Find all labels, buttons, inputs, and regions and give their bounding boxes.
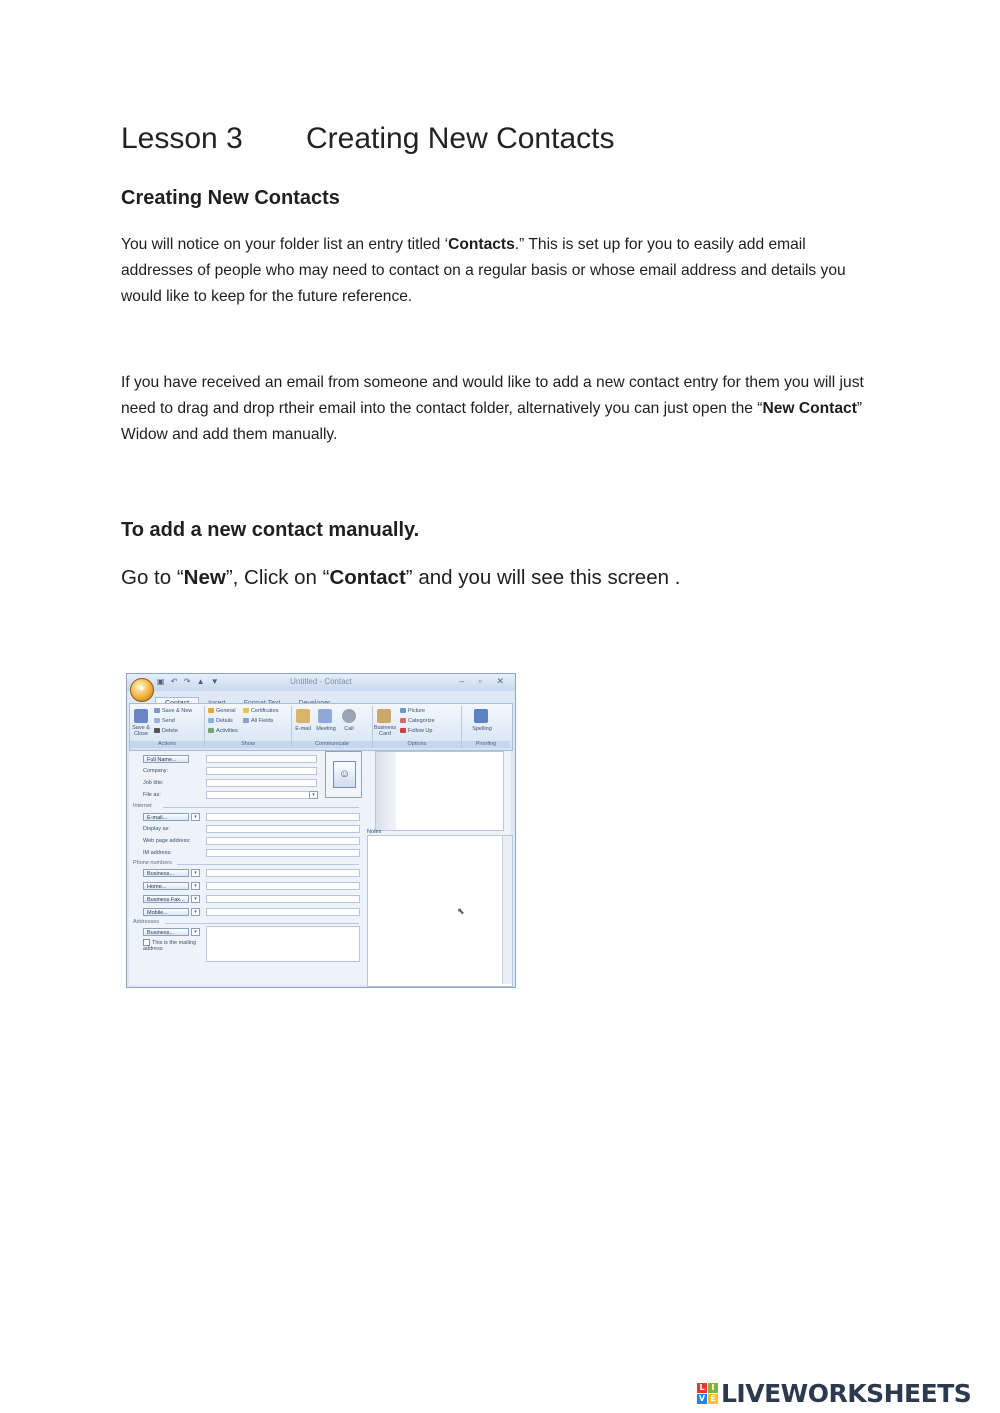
checkbox-icon[interactable] bbox=[143, 939, 150, 946]
section-heading-creating-contacts: Creating New Contacts bbox=[121, 187, 340, 209]
business-card-icon[interactable] bbox=[377, 709, 391, 723]
ribbon bbox=[129, 703, 513, 751]
group-options-label: Options bbox=[373, 741, 461, 748]
mobile-phone-input[interactable] bbox=[206, 908, 360, 916]
logo-letter-e: E bbox=[708, 1394, 718, 1404]
mobile-phone-dropdown-icon[interactable]: ▾ bbox=[191, 908, 200, 916]
im-address-label: IM address: bbox=[143, 850, 172, 856]
full-name-input[interactable] bbox=[206, 755, 317, 763]
email-label[interactable]: E-mail bbox=[295, 726, 311, 732]
business-card-label[interactable]: Business Card bbox=[373, 725, 397, 737]
window-title: Untitled - Contact bbox=[290, 677, 352, 686]
email-button[interactable]: E-mail... bbox=[143, 813, 189, 821]
instr-text-1: Go to “ bbox=[121, 566, 184, 589]
drag-text-2: ” Widow and add them manually. bbox=[121, 400, 863, 443]
group-actions bbox=[130, 706, 205, 748]
spelling-label[interactable]: Spelling bbox=[472, 726, 492, 732]
outlook-contact-screenshot bbox=[126, 673, 516, 988]
meeting-label[interactable]: Meeting bbox=[316, 726, 336, 732]
logo-letter-v: V bbox=[698, 1394, 706, 1403]
mouse-cursor-icon: ⬉ bbox=[457, 906, 465, 916]
page-title bbox=[121, 122, 614, 156]
certificates-icon bbox=[243, 708, 249, 713]
categorize-button[interactable]: Categorize bbox=[400, 718, 435, 725]
addresses-divider bbox=[165, 923, 359, 924]
file-as-dropdown-icon[interactable]: ▾ bbox=[309, 791, 318, 799]
save-close-label[interactable]: Save & Close bbox=[132, 725, 150, 737]
details-icon bbox=[208, 718, 214, 723]
logo-letter-l: L bbox=[697, 1383, 707, 1393]
group-proofing bbox=[462, 706, 510, 748]
group-options bbox=[373, 706, 462, 748]
drag-drop-paragraph bbox=[121, 370, 881, 448]
internet-section-label: Internet bbox=[133, 803, 152, 809]
drag-text-1: If you have received an email from someone and would like to add a new contact entry for them you will just need to drag and drop rtheir email into the contact folder, alternatively you can just open the “ bbox=[121, 374, 864, 417]
categorize-icon bbox=[400, 718, 406, 723]
all-fields-icon bbox=[243, 718, 249, 723]
liveworksheets-wordmark: LIVEWORKSHEETS bbox=[721, 1379, 972, 1408]
phone-section-label: Phone numbers bbox=[133, 860, 172, 866]
file-as-label: File as: bbox=[143, 792, 161, 798]
home-phone-input[interactable] bbox=[206, 882, 360, 890]
general-icon bbox=[208, 708, 214, 713]
spelling-icon[interactable] bbox=[474, 709, 488, 723]
delete-button[interactable]: Delete bbox=[154, 728, 178, 735]
send-button[interactable]: Send bbox=[154, 718, 175, 725]
group-communicate bbox=[292, 706, 373, 748]
instr-bold-contact: Contact bbox=[329, 566, 406, 589]
ribbon-tabs bbox=[155, 692, 339, 703]
display-as-label: Display as: bbox=[143, 826, 170, 832]
business-fax-input[interactable] bbox=[206, 895, 360, 903]
liveworksheets-logo-icon bbox=[697, 1383, 719, 1405]
mailing-address-checkbox[interactable]: This is the mailing address bbox=[143, 939, 197, 952]
notes-scrollbar[interactable] bbox=[502, 836, 512, 984]
job-title-label: Job title: bbox=[143, 780, 164, 786]
internet-divider bbox=[163, 807, 359, 808]
intro-text-1: You will notice on your folder list an entry titled ‘ bbox=[121, 236, 449, 253]
picture-button[interactable]: Picture bbox=[400, 708, 425, 715]
mobile-phone-button[interactable]: Mobile... bbox=[143, 908, 189, 916]
delete-icon bbox=[154, 728, 160, 733]
job-title-input[interactable] bbox=[206, 779, 317, 787]
contact-photo-icon: ☺ bbox=[333, 761, 356, 788]
email-dropdown-icon[interactable]: ▾ bbox=[191, 813, 200, 821]
follow-up-button[interactable]: Follow Up bbox=[400, 728, 432, 735]
business-card-preview[interactable] bbox=[375, 751, 504, 831]
im-address-input[interactable] bbox=[206, 849, 360, 857]
phone-icon[interactable] bbox=[342, 709, 356, 723]
display-as-input[interactable] bbox=[206, 825, 360, 833]
group-proofing-label: Proofing bbox=[462, 741, 510, 748]
logo-letter-i: I bbox=[708, 1383, 718, 1393]
drag-bold-new-contact: New Contact bbox=[762, 400, 857, 417]
home-phone-dropdown-icon[interactable]: ▾ bbox=[191, 882, 200, 890]
meeting-icon[interactable] bbox=[318, 709, 332, 723]
save-new-button[interactable]: Save & New bbox=[154, 708, 192, 715]
all-fields-button[interactable]: All Fields bbox=[243, 718, 273, 725]
group-communicate-label: Communicate bbox=[292, 741, 372, 748]
addresses-section-label: Addresses bbox=[133, 919, 159, 925]
full-name-button[interactable]: Full Name... bbox=[143, 755, 189, 763]
file-as-select[interactable] bbox=[206, 791, 317, 799]
office-button-icon[interactable]: ✦ bbox=[130, 678, 154, 702]
window-controls[interactable]: – ▫ ✕ bbox=[459, 676, 510, 686]
email-input[interactable] bbox=[206, 813, 360, 821]
intro-paragraph bbox=[121, 232, 881, 310]
instr-text-3: ” and you will see this screen . bbox=[405, 566, 681, 589]
business-fax-button[interactable]: Business Fax... bbox=[143, 895, 189, 903]
web-page-label: Web page address: bbox=[143, 838, 191, 844]
contact-form bbox=[129, 751, 511, 985]
web-page-input[interactable] bbox=[206, 837, 360, 845]
business-phone-input[interactable] bbox=[206, 869, 360, 877]
group-show-label: Show bbox=[205, 741, 291, 748]
group-show bbox=[205, 706, 292, 748]
activities-icon bbox=[208, 728, 214, 733]
general-button[interactable]: General bbox=[208, 708, 236, 715]
instr-bold-new: New bbox=[183, 566, 226, 589]
details-button[interactable]: Details bbox=[208, 718, 233, 725]
address-textarea[interactable] bbox=[206, 926, 360, 962]
flag-icon bbox=[400, 728, 406, 733]
address-business-button[interactable]: Business... bbox=[143, 928, 189, 936]
notes-textarea[interactable] bbox=[367, 835, 513, 987]
instruction-line bbox=[121, 566, 680, 590]
save-new-icon bbox=[154, 708, 160, 713]
phone-divider bbox=[177, 864, 359, 865]
home-phone-button[interactable]: Home... bbox=[143, 882, 189, 890]
company-input[interactable] bbox=[206, 767, 317, 775]
lesson-number: Lesson 3 bbox=[121, 122, 243, 155]
address-dropdown-icon[interactable]: ▾ bbox=[191, 928, 200, 936]
business-fax-dropdown-icon[interactable]: ▾ bbox=[191, 895, 200, 903]
activities-button[interactable]: Activities bbox=[208, 728, 238, 735]
notes-label: Notes bbox=[367, 829, 382, 835]
email-icon[interactable] bbox=[296, 709, 310, 723]
contact-photo[interactable] bbox=[325, 751, 362, 798]
business-card-strip bbox=[376, 752, 396, 830]
section-heading-add-manually: To add a new contact manually. bbox=[121, 519, 420, 541]
business-phone-button[interactable]: Business... bbox=[143, 869, 189, 877]
call-label[interactable]: Call bbox=[344, 726, 354, 732]
lesson-topic: Creating New Contacts bbox=[306, 122, 615, 155]
quick-access-toolbar[interactable]: ▣ ↶ ↷ ▲ ▼ bbox=[157, 677, 221, 686]
intro-bold-contacts: Contacts bbox=[448, 236, 515, 253]
certificates-button[interactable]: Certificates bbox=[243, 708, 279, 715]
window-titlebar bbox=[127, 674, 515, 695]
save-close-icon[interactable] bbox=[134, 709, 148, 723]
intro-text-2: .” This is set up for you to easily add email addresses of people who may need to contact on a regular basis or whose email address and details you would like to keep for the future reference. bbox=[121, 236, 846, 305]
send-icon bbox=[154, 718, 160, 723]
picture-icon bbox=[400, 708, 406, 713]
group-actions-label: Actions bbox=[130, 741, 204, 748]
company-label: Company: bbox=[143, 768, 169, 774]
business-phone-dropdown-icon[interactable]: ▾ bbox=[191, 869, 200, 877]
instr-text-2: ”, Click on “ bbox=[225, 566, 330, 589]
